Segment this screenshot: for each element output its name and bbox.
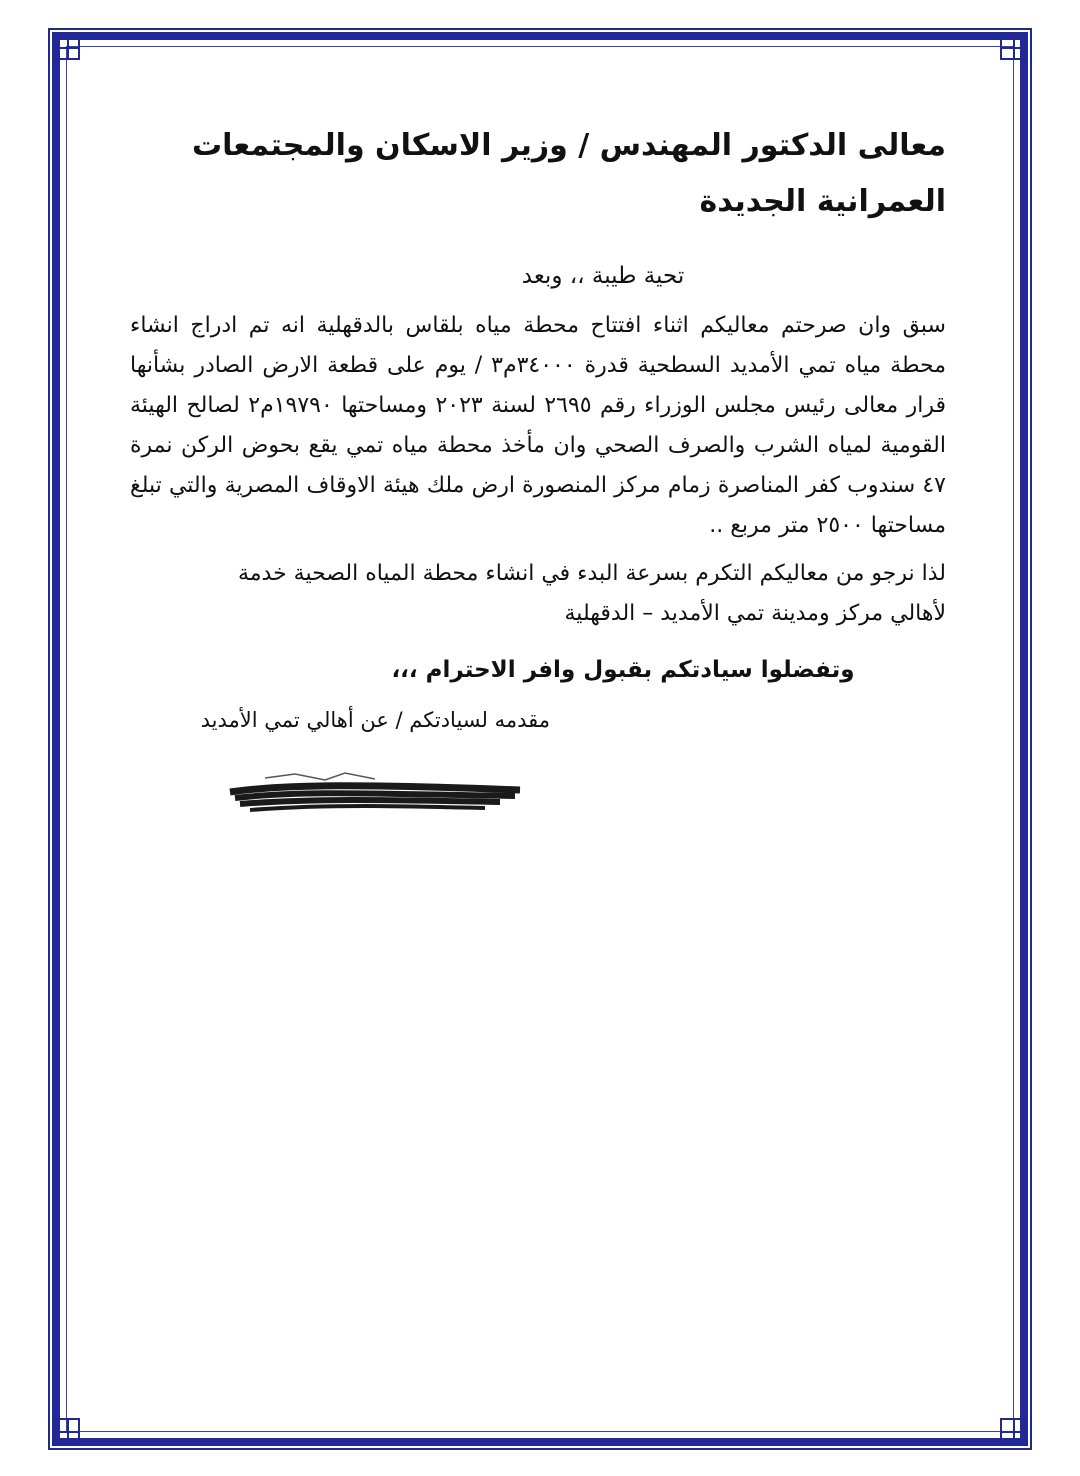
corner-ornament-bottom-left [54,1418,80,1444]
letter-paragraph-main: سبق وان صرحتم معاليكم اثناء افتتاح محطة مياه بلقاس بالدقهلية انه تم ادراج انشاء محطة مياه تمي الأمديد السطحية قدرة ٣٤٠٠٠م٣ / يوم على قطعة الارض الصادر بشأنها قرار معالى رئيس مجلس الوزراء رقم ٢٦٩٥ لسنة ٢٠٢٣ ومساحتها ١٩٧٩٠م٢ لصالح الهيئة القومية لمياه الشرب والصرف الصحي وان مأخذ محطة مياه تمي يقع بحوض الركن نمرة ٤٧ سندوب كفر المناصرة زمام مركز المنصورة ارض ملك هيئة الاوقاف المصرية والتي تبلغ مساحتها ٢٥٠٠ متر مربع .. [130,313,947,538]
letter-signoff: مقدمه لسيادتكم / عن أهالي تمي الأمديد [200,708,550,732]
letter-paragraph-request: لذا نرجو من معاليكم التكرم بسرعة البدء في انشاء محطة المياه الصحية خدمة لأهالي مركز ومدينة تمي الأمديد – الدقهلية [237,561,946,626]
letter-body [130,118,946,690]
corner-ornament-top-left [54,34,80,60]
redacted-signature [225,770,525,814]
letter-title: معالى الدكتور المهندس / وزير الاسكان والمجتمعات العمرانية الجديدة [191,128,946,219]
corner-ornament-top-right [1000,34,1026,60]
corner-ornament-bottom-right [1000,1418,1026,1444]
letter-greeting: تحية طيبة ،، وبعد [521,263,685,289]
letter-closing: وتفضلوا سيادتكم بقبول وافر الاحترام ،،، [391,657,855,683]
